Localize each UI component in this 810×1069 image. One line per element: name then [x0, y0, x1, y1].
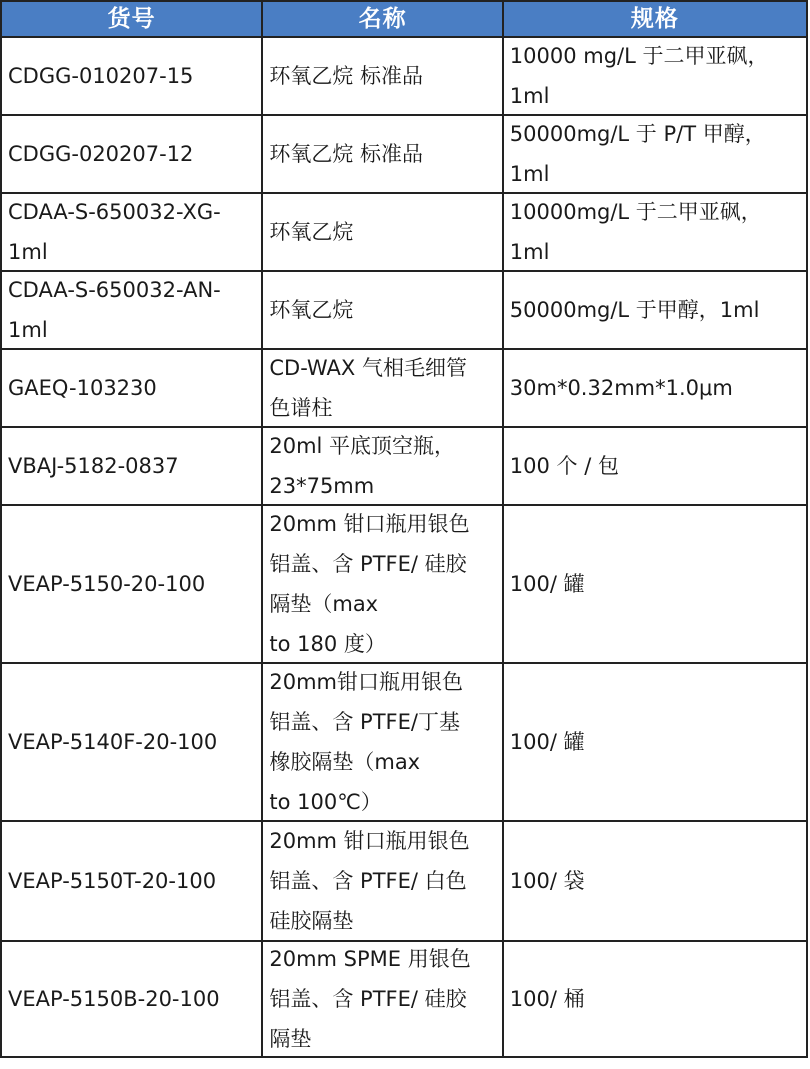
cell-name: 环氧乙烷 [263, 194, 503, 270]
cell-spec: 100/ 袋 [504, 822, 808, 940]
cell-spec: 50000mg/L 于 P/T 甲醇， 1ml [504, 116, 808, 192]
cell-code: CDAA-S-650032-XG- 1ml [2, 194, 263, 270]
cell-name: 20mm钳口瓶用银色 铝盖、含 PTFE/丁基 橡胶隔垫（max to 100℃） [263, 664, 503, 820]
cell-spec: 30m*0.32mm*1.0μm [504, 350, 808, 426]
cell-spec: 100/ 罐 [504, 664, 808, 820]
cell-code: VEAP-5150-20-100 [2, 506, 263, 662]
table-row [2, 116, 808, 194]
header-spec: 规格 [504, 2, 808, 36]
cell-spec: 100/ 罐 [504, 506, 808, 662]
cell-name: 环氧乙烷 标准品 [263, 116, 503, 192]
cell-spec: 10000mg/L 于二甲亚砜， 1ml [504, 194, 808, 270]
table-row [2, 506, 808, 664]
table-row [2, 942, 808, 1058]
table-row [2, 194, 808, 272]
header-code: 货号 [2, 2, 263, 36]
cell-spec: 10000 mg/L 于二甲亚砜， 1ml [504, 38, 808, 114]
cell-spec: 100/ 桶 [504, 942, 808, 1056]
cell-name: 20mm 钳口瓶用银色 铝盖、含 PTFE/ 硅胶 隔垫（max to 180 度） [263, 506, 503, 662]
cell-code: VEAP-5150B-20-100 [2, 942, 263, 1056]
table-row [2, 664, 808, 822]
cell-spec: 50000mg/L 于甲醇，1ml [504, 272, 808, 348]
table-row [2, 350, 808, 428]
cell-code: VEAP-5150T-20-100 [2, 822, 263, 940]
table-row [2, 822, 808, 942]
header-name: 名称 [263, 2, 503, 36]
cell-name: 20mm SPME 用银色 铝盖、含 PTFE/ 硅胶 隔垫 [263, 942, 503, 1056]
cell-name: 环氧乙烷 标准品 [263, 38, 503, 114]
table-header-row [2, 2, 808, 38]
cell-code: CDAA-S-650032-AN- 1ml [2, 272, 263, 348]
cell-name: 20mm 钳口瓶用银色 铝盖、含 PTFE/ 白色 硅胶隔垫 [263, 822, 503, 940]
cell-code: CDGG-010207-15 [2, 38, 263, 114]
cell-name: 20ml 平底顶空瓶， 23*75mm [263, 428, 503, 504]
cell-name: CD-WAX 气相毛细管 色谱柱 [263, 350, 503, 426]
cell-name: 环氧乙烷 [263, 272, 503, 348]
cell-spec: 100 个 / 包 [504, 428, 808, 504]
table-row [2, 272, 808, 350]
table-row [2, 38, 808, 116]
cell-code: GAEQ-103230 [2, 350, 263, 426]
cell-code: VEAP-5140F-20-100 [2, 664, 263, 820]
table-row [2, 428, 808, 506]
cell-code: CDGG-020207-12 [2, 116, 263, 192]
cell-code: VBAJ-5182-0837 [2, 428, 263, 504]
